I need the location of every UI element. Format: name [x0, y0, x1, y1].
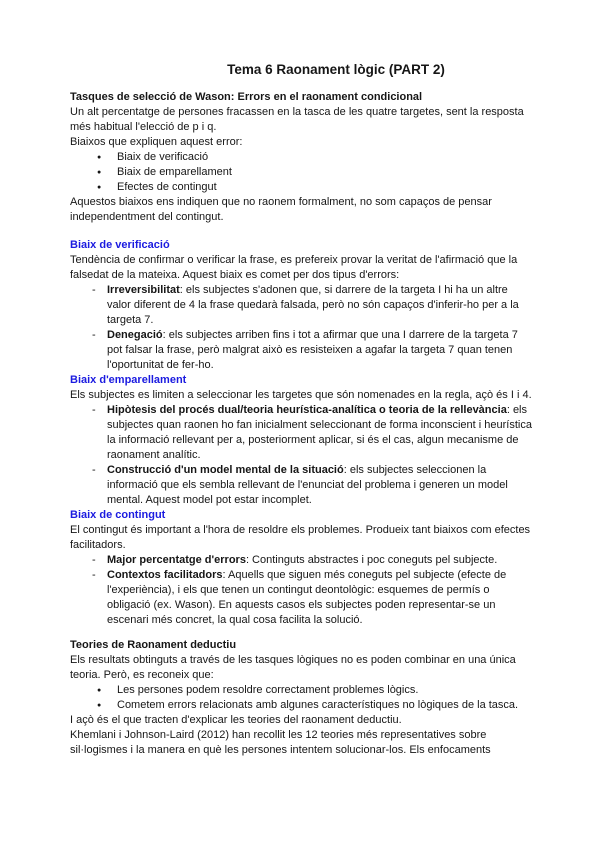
bullet-item — [70, 165, 532, 180]
paragraph-teories-intro: Els resultats obtinguts a través de les tasques lògiques no es poden combinar en una única teoria. Però, es reconeix que: — [70, 654, 516, 681]
section-heading-emparellament: Biaix d'emparellament — [70, 374, 187, 386]
term-text: Major percentatge d'errors — [107, 554, 246, 566]
paragraph-teories-1: I açò és el que tracten d'explicar les teories del raonament deductiu. — [70, 714, 402, 726]
term-description: : els subjectes seleccionen la informació que els sembla rellevant de l'enunciat del problema i generen un model mental. Aquest model pot estar incomplet. — [107, 464, 508, 506]
paragraph-contingut-intro: El contingut és important a l'hora de resoldre els problemes. Produeix tant biaixos com efectes facilitadors. — [70, 524, 531, 551]
dash-list-contingut — [70, 553, 532, 628]
bullet-list-biaixos — [70, 150, 532, 195]
section-heading-wason: Tasques de selecció de Wason: Errors en el raonament condicional — [70, 91, 423, 103]
paragraph-wason-1: Un alt percentatge de persones fracassen en la tasca de les quatre targetes, sent la resposta més habitual l'elecció de p i q. — [70, 106, 524, 133]
term-description: : Aquells que siguen més coneguts pel subjecte (efecte de l'experiència), i els que tenen un contingut deontològic: esquemes de permís o obligació (ex. Wason). En aquests casos els subjectes poden representar-se un escenari més concret, la qual cosa facilita la solució. — [107, 569, 507, 626]
definition-item — [70, 463, 532, 508]
bullet-item — [70, 150, 532, 165]
section-heading-verificacio: Biaix de verificació — [70, 239, 170, 251]
definition-item — [70, 328, 532, 373]
term-text: Hipòtesis del procés dual/teoria heurística-analítica o teoria de la rellevància — [107, 404, 507, 416]
paragraph-wason-2: Biaixos que expliquen aquest error: — [70, 136, 243, 148]
bullet-item — [70, 698, 532, 713]
bullet-list-teories — [70, 683, 532, 713]
term-text: Construcció d'un model mental de la situació — [107, 464, 344, 476]
term-text: Contextos facilitadors — [107, 569, 223, 581]
term-text: Denegació — [107, 329, 163, 341]
definition-item — [70, 568, 532, 628]
bullet-text: Cometem errors relacionats amb algunes característiques no lògiques de la tasca. — [117, 699, 519, 711]
term-description: : els subjectes s'adonen que, si darrere de la targeta I hi ha un altre valor diferent de 4 la frase quedarà falsada, però no són capaços d'inferir-ho per a la targeta 7. — [107, 284, 519, 326]
bullet-text: Efectes de contingut — [117, 181, 217, 193]
document-title: Tema 6 Raonament lògic (PART 2) — [227, 62, 445, 77]
paragraph-verificacio-intro: Tendència de confirmar o verificar la frase, es prefereix provar la veritat de l'afirmació que la falsedat de la mateixa. Aquest biaix es comet per dos tipus d'errors: — [70, 254, 518, 281]
term-description: : Continguts abstractes i poc coneguts pel subjecte. — [245, 554, 498, 566]
dash-list-verificacio — [70, 283, 532, 373]
bullet-item — [70, 683, 532, 698]
bullet-item — [70, 180, 532, 195]
term-description: : els subjectes arriben fins i tot a afirmar que una I darrere de la targeta 7 pot falsar la frase, però malgrat això es resisteixen a agafar la targeta 7 quan tenen l'oportunitat de fer-ho. — [107, 329, 518, 371]
definition-item — [70, 553, 532, 568]
definition-item — [70, 283, 532, 328]
bullet-text: Les persones podem resoldre correctament problemes lògics. — [117, 684, 419, 696]
bullet-text: Biaix de emparellament — [117, 166, 232, 178]
dash-list-emparellament — [70, 403, 532, 508]
term-description: : els subjectes quan raonen ho fan inicialment seleccionant de forma inconscient i heurística la informació rellevant per a, posteriorment aplicar, si és el cas, algun mecanisme de raonament analític. — [107, 404, 532, 461]
bullet-text: Biaix de verificació — [117, 151, 209, 163]
section-heading-contingut: Biaix de contingut — [70, 509, 166, 521]
definition-item — [70, 403, 532, 463]
term-text: Irreversibilitat — [107, 284, 180, 296]
paragraph-teories-2: Khemlani i Johnson-Laird (2012) han recollit les 12 teories més representatives sobre sil·logismes i la manera en què les persones intentem solucionar-los. Els enfocaments — [70, 729, 491, 756]
paragraph-emparellament-intro: Els subjectes es limiten a seleccionar les targetes que són nomenades en la regla, açò és I i 4. — [70, 389, 532, 401]
section-heading-teories: Teories de Raonament deductiu — [70, 639, 237, 651]
paragraph-wason-3: Aquestos biaixos ens indiquen que no raonem formalment, no som capaços de pensar independentment del contingut. — [70, 196, 492, 223]
